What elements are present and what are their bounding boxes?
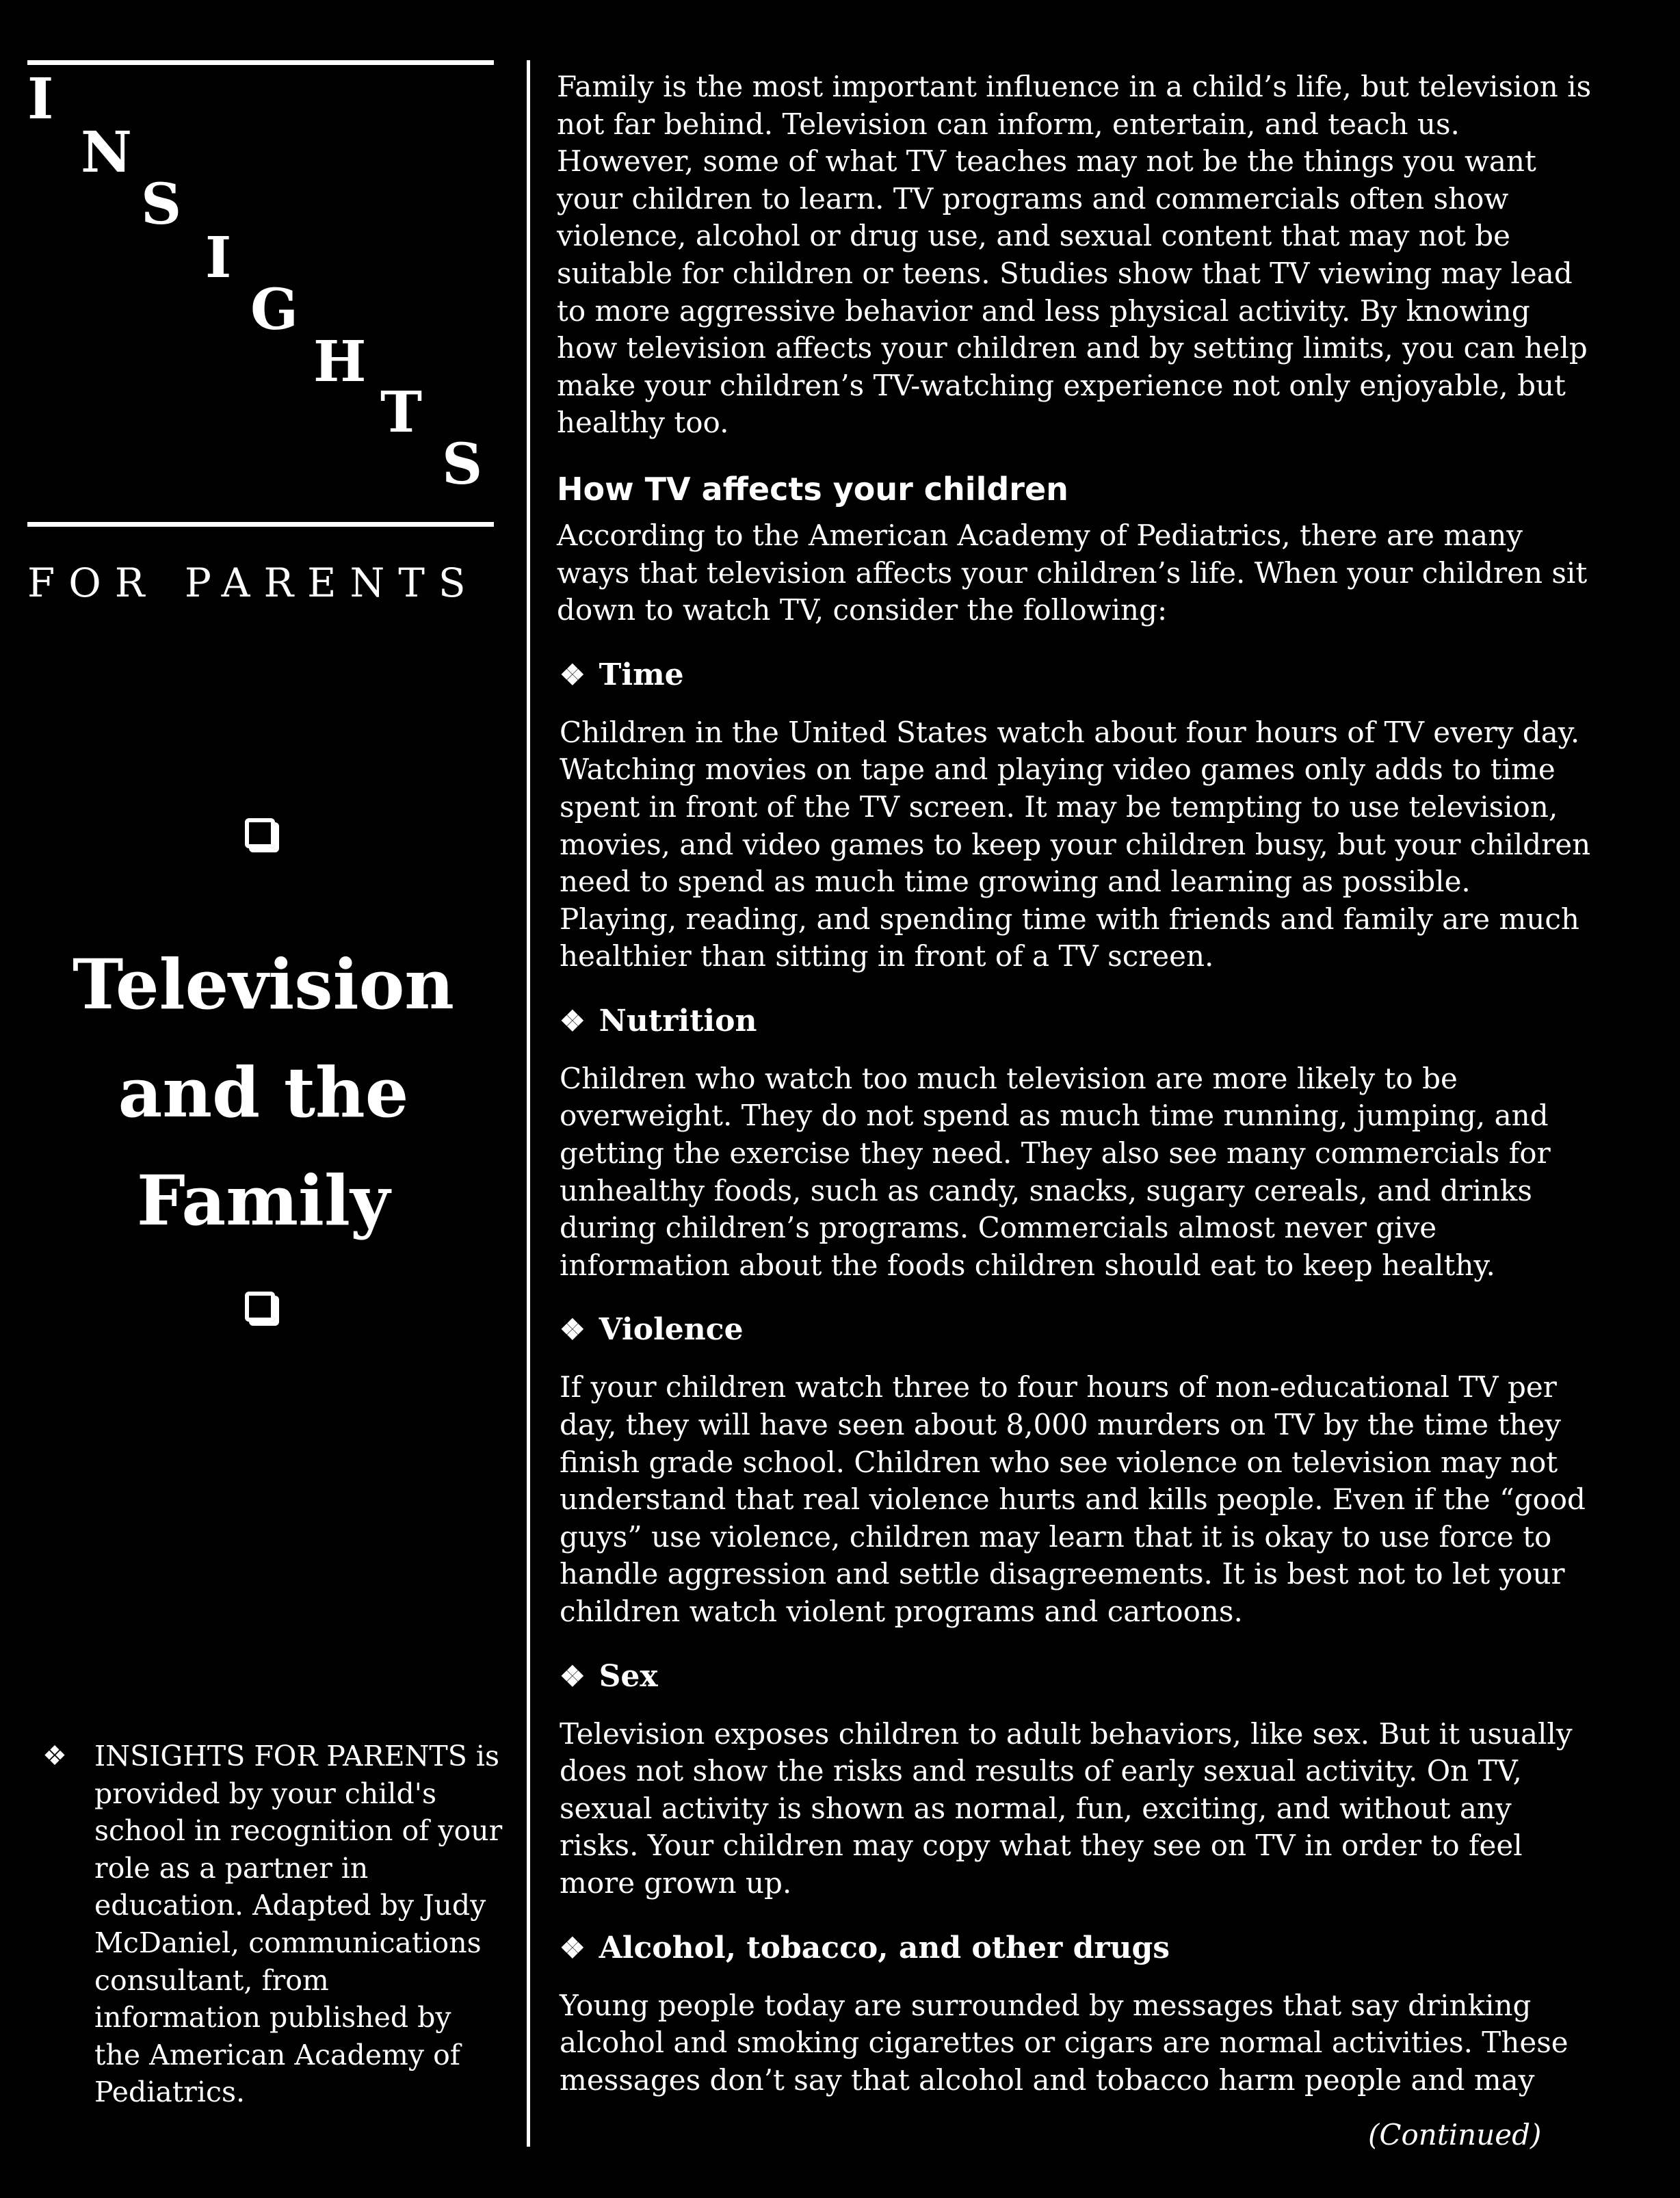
checkbox-icon bbox=[245, 1292, 275, 1322]
stair-letter-6: H bbox=[313, 329, 367, 395]
section-heading-sex: Sex bbox=[599, 1658, 658, 1694]
diamond-bullet-icon: ❖ bbox=[560, 1659, 586, 1693]
section-intro: According to the American Academy of Pediatrics, there are many ways that television affects your children’s life. When your children sit down to watch TV, consider the following: bbox=[557, 518, 1588, 627]
stair-letter-5: G bbox=[250, 277, 299, 343]
section-nutrition bbox=[560, 1000, 1597, 1285]
publisher-note-text: INSIGHTS FOR PARENTS is provided by your child's school in recognition of your role as a partner in education. Adapted by Judy McDaniel, communications consultant, from information published by the American Academy of Pediatrics. bbox=[94, 1740, 503, 2109]
title-line-2: and the bbox=[118, 1052, 409, 1133]
stair-letter-1: I bbox=[27, 66, 54, 132]
section-body-drugs: Young people today are surrounded by messages that say drinking alcohol and smoking cigarettes or cigars are normal activities. These messages don’t say that alcohol and tobacco harm people and may bbox=[560, 1988, 1569, 2097]
diamond-bullet-icon: ❖ bbox=[560, 1931, 586, 1965]
stair-letter-4: I bbox=[205, 225, 232, 291]
title-line-1: Television bbox=[73, 944, 454, 1025]
for-parents-subtitle: FOR PARENTS bbox=[27, 560, 480, 606]
section-heading-time: Time bbox=[599, 657, 684, 692]
diamond-bullet-icon: ❖ bbox=[42, 1740, 67, 1772]
title-line-3: Family bbox=[136, 1160, 391, 1241]
diamond-bullet-icon: ❖ bbox=[560, 1004, 586, 1038]
section-heading-drugs: Alcohol, tobacco, and other drugs bbox=[599, 1930, 1170, 1965]
column-divider bbox=[527, 60, 530, 2147]
stair-letter-7: T bbox=[380, 380, 423, 445]
section-heading-violence: Violence bbox=[599, 1312, 744, 1348]
publication-title bbox=[27, 930, 499, 1255]
middle-rule bbox=[27, 522, 494, 527]
section-drugs bbox=[560, 1927, 1597, 2099]
sidebar bbox=[0, 0, 520, 2198]
continued-label: (Continued) bbox=[1368, 2118, 1542, 2151]
stair-letter-2: N bbox=[81, 120, 132, 185]
section-heading-nutrition: Nutrition bbox=[599, 1003, 757, 1038]
section-time bbox=[560, 654, 1597, 976]
diamond-bullet-icon: ❖ bbox=[560, 657, 586, 692]
stair-letter-8: S bbox=[442, 432, 483, 497]
publisher-note bbox=[42, 1738, 503, 2111]
section-body-nutrition: Children who watch too much television are more likely to be overweight. They do not spend as much time running, jumping, and getting the exercise they need. They also see many commercials for unhealthy foods, such as candy, snacks, sugary cereals, and drinks during children’s programs. Commercials almost never give information about the foods children should eat to keep healthy. bbox=[560, 1061, 1551, 1282]
section-body-time: Children in the United States watch about four hours of TV every day. Watching movies on tape and playing video games only adds to time spent in front of the TV screen. It may be tempting to use television, movies, and video games to keep your children busy, but your children need to spend as much time growing and learning as possible. Playing, reading, and spending time with friends and family are much healthier than sitting in front of a TV screen. bbox=[560, 715, 1591, 973]
top-rule bbox=[27, 60, 494, 65]
section-body-violence: If your children watch three to four hours of non-educational TV per day, they will have seen about 8,000 murders on TV by the time they finish grade school. Children who see violence on television may not understand that real violence hurts and kills people. Even if the “good guys” use violence, children may learn that it is okay to use force to handle aggression and settle disagreements. It is best not to let your children watch violent programs and cartoons. bbox=[560, 1370, 1586, 1628]
checkbox-icon bbox=[245, 818, 275, 848]
intro-paragraph: Family is the most important influence in a child’s life, but television is not far behind. Television can inform, entertain, and teach us. However, some of what TV teaches may not be the things you want your children to learn. TV programs and commercials often show violence, alcohol or drug use, and sexual content that may not be suitable for children or teens. Studies show that TV viewing may lead to more aggressive behavior and less physical activity. By knowing how television affects your children and by setting limits, you can help make your children’s TV-watching experience not only enjoyable, but healthy too. bbox=[557, 70, 1592, 440]
stair-letter-3: S bbox=[141, 172, 182, 237]
section-sex bbox=[560, 1656, 1597, 1902]
main-column bbox=[557, 68, 1597, 2099]
diamond-bullet-icon: ❖ bbox=[560, 1313, 586, 1347]
section-body-sex: Television exposes children to adult behaviors, like sex. But it usually does not show the risks and results of early sexual activity. On TV, sexual activity is shown as normal, fun, exciting, and without any risks. Your children may copy what they see on TV in order to feel more grown up. bbox=[560, 1716, 1573, 1900]
section-heading: How TV affects your children bbox=[557, 470, 1068, 508]
section-violence bbox=[560, 1309, 1597, 1630]
